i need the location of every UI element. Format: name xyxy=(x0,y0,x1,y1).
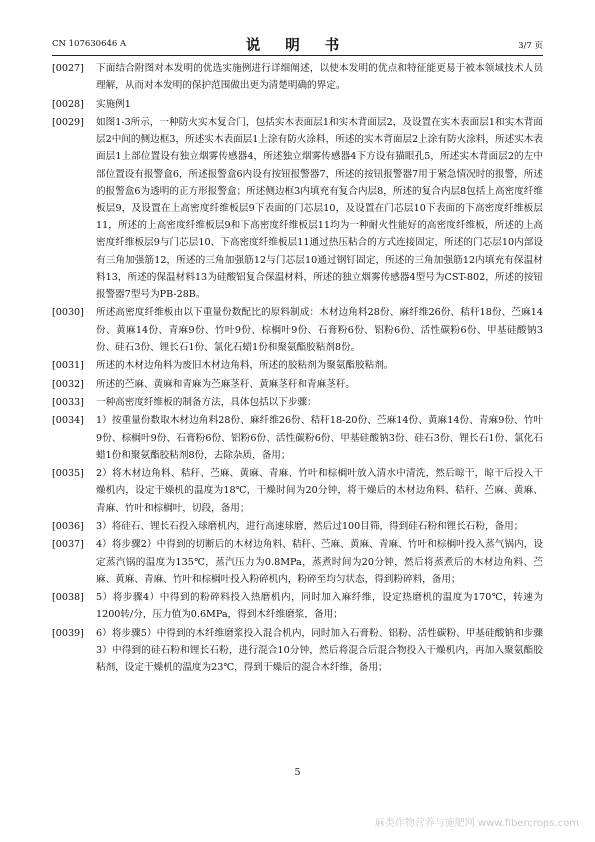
paragraph-text: 1）按重量份数取木材边角料28份、麻纤维26份、秸秆18-20份、苎麻14份、黄麻14份、青麻9份、竹叶9份、棕榈叶9份、石膏粉6份、铝粉6份、活性碳粉6份、甲基硅酸钠3份、硅石3份、锂长石1份、氯化石蜡1份和聚氨酯胶粘剂8份，去除杂质，备用； xyxy=(96,415,543,461)
document-title: 说 明 书 xyxy=(245,37,350,54)
paragraph-text: 3）将硅石、锂长石投入球磨机内，进行高速球磨，然后过100目筛，得到硅石粉和锂长石粉，备用； xyxy=(96,520,524,532)
paragraph xyxy=(52,536,543,588)
paragraph-number: [0028] xyxy=(52,98,84,110)
paragraph xyxy=(52,465,543,517)
paragraph-text: 6）将步骤5）中得到的木纤维磨浆投入混合机内，同时加入石膏粉、铝粉、活性碳粉、甲基硅酸钠和步骤3）中得到的硅石粉和锂长石粉，进行混合10分钟，然后将混合后混合物投入干燥机内，再加入聚氨酯胶粘剂，设定干燥机的温度为23℃，得到干燥后的混合木纤维，备用； xyxy=(96,627,543,674)
paragraph xyxy=(52,60,543,94)
paragraph-text: 如图1-3所示，一种防火实木复合门，包括实木表面层1和实木背面层2，及设置在实木表面层1和实木背面层2中间的侧边框3，所述实木表面层1上涂有防火涂料，所述的实木背面层2上涂有防火涂料，所述实木表面层1上部位置设有独立烟雾传感器4，所述独立烟雾传感器4下方设有猫眼孔5，所述实木背面层2的左中部位置设有报警盒6，所述报警盒6内设有按钮报警器7，所述的按钮报警器7用于紧急情况时的报警，所述的报警盒6为透明的正方形报警盒；所述侧边框3内填充有复合内层8，所述的复合内层8包括上高密度纤维板层9，及设置在上高密度纤维板层9下表面的门芯层10，及设置在门芯层10下表面的下高密度纤维板层11，所述的上高密度纤维板层9和下高密度纤维板层11均为一种耐火性能好的高密度纤维板，所述的上高密度纤维板层9与门芯层10、下高密度纤维板层11通过热压粘合的方式连接固定，所述的门芯层10内部设有三角加强筋12，所述的三角加强筋12与门芯层10通过钢钉固定，所述的三角加强筋12内填充有保温材料13，所述的保温材料13为硅酸铝复合保温材料，所述的独立烟雾传感器4型号为CST-802，所述的按钮报警器7型号为PB-28B。 xyxy=(96,116,543,301)
page-ratio: 3/7 页 xyxy=(518,41,543,51)
paragraph-text: 下面结合附图对本发明的优选实施例进行详细阐述，以使本发明的优点和特征能更易于被本领域技术人员理解，从而对本发明的保护范围做出更为清楚明确的界定。 xyxy=(96,63,543,92)
paragraph-number: [0027] xyxy=(52,63,84,74)
paragraph-number: [0033] xyxy=(52,396,84,408)
paragraph-text: 5）将步骤4）中得到的粉碎料投入热磨机内，同时加入麻纤维，设定热磨机的温度为170℃，转速为1200转/分，压力值为0.6MPa，得到木纤维磨浆，备用； xyxy=(96,592,543,621)
paragraph xyxy=(52,589,543,623)
paragraph-number: [0039] xyxy=(52,627,84,639)
paragraph-text: 4）将步骤2）中得到的切断后的木材边角料、秸秆、苎麻、黄麻、青麻、竹叶和棕榈叶投入蒸气锅内，设定蒸汽锅的温度为135℃，蒸汽压力为0.8MPa，蒸煮时间为20分钟，然后将蒸煮后的木材边角料、苎麻、黄麻、青麻、竹叶和棕榈叶投入粉碎机内，粉碎至均匀状态，得到粉碎料，备用； xyxy=(96,539,543,585)
paragraph xyxy=(52,625,543,677)
paragraph-number: [0029] xyxy=(52,116,84,128)
watermark: 麻类作物营养与施肥网 www.fibercrops.com xyxy=(374,818,579,829)
paragraph xyxy=(52,376,543,393)
page-number: 5 xyxy=(294,767,301,778)
paragraph-number: [0036] xyxy=(52,520,84,532)
paragraph-number: [0031] xyxy=(52,360,84,372)
paragraph-text: 2）将木材边角料、秸秆、苎麻、黄麻、青麻、竹叶和棕榈叶放入清水中清洗，然后晾干，晾干后投入干燥机内，设定干燥机的温度为18℃，干燥时间为20分钟，将干燥后的木材边角料、秸秆、苎麻、黄麻、青麻、竹叶和棕榈叶，切段，备用； xyxy=(96,468,543,514)
paragraph-number: [0035] xyxy=(52,468,84,480)
paragraph xyxy=(52,96,543,113)
paragraph-text: 实施例1 xyxy=(96,98,131,110)
paragraph-text: 所述的木材边角料为废旧木材边角料，所述的胶粘剂为聚氨酯胶粘剂。 xyxy=(96,360,394,372)
paragraph-number: [0038] xyxy=(52,592,84,604)
paragraph xyxy=(52,304,543,356)
paragraph-number: [0034] xyxy=(52,415,84,427)
page-header xyxy=(52,34,543,52)
paragraph xyxy=(52,114,543,303)
publication-number: CN 107630646 A xyxy=(52,39,127,49)
paragraph-text: 所述高密度纤维板由以下重量份数配比的原料制成：木材边角料28份、麻纤维26份、秸秆18份、苎麻14份、黄麻14份、青麻9份、竹叶9份、棕榈叶9份、石膏粉6份、铝粉6份、活性碳粉6份、甲基硅酸钠3份、硅石3份、锂长石1份、氯化石蜡1份和聚氨酯胶粘剂8份。 xyxy=(96,307,543,353)
paragraph-number: [0037] xyxy=(52,539,84,551)
paragraph-number: [0032] xyxy=(52,378,84,390)
paragraph xyxy=(52,394,543,411)
paragraph-text: 所述的苎麻、黄麻和青麻为苎麻茎秆、黄麻茎秆和青麻茎秆。 xyxy=(96,378,356,390)
paragraph xyxy=(52,412,543,464)
header-rule xyxy=(52,55,543,56)
paragraph-number: [0030] xyxy=(52,307,84,319)
document-body xyxy=(52,60,543,678)
paragraph-text: 一种高密度纤维板的制备方法，具体包括以下步骤： xyxy=(96,396,317,408)
paragraph xyxy=(52,518,543,535)
paragraph xyxy=(52,357,543,374)
